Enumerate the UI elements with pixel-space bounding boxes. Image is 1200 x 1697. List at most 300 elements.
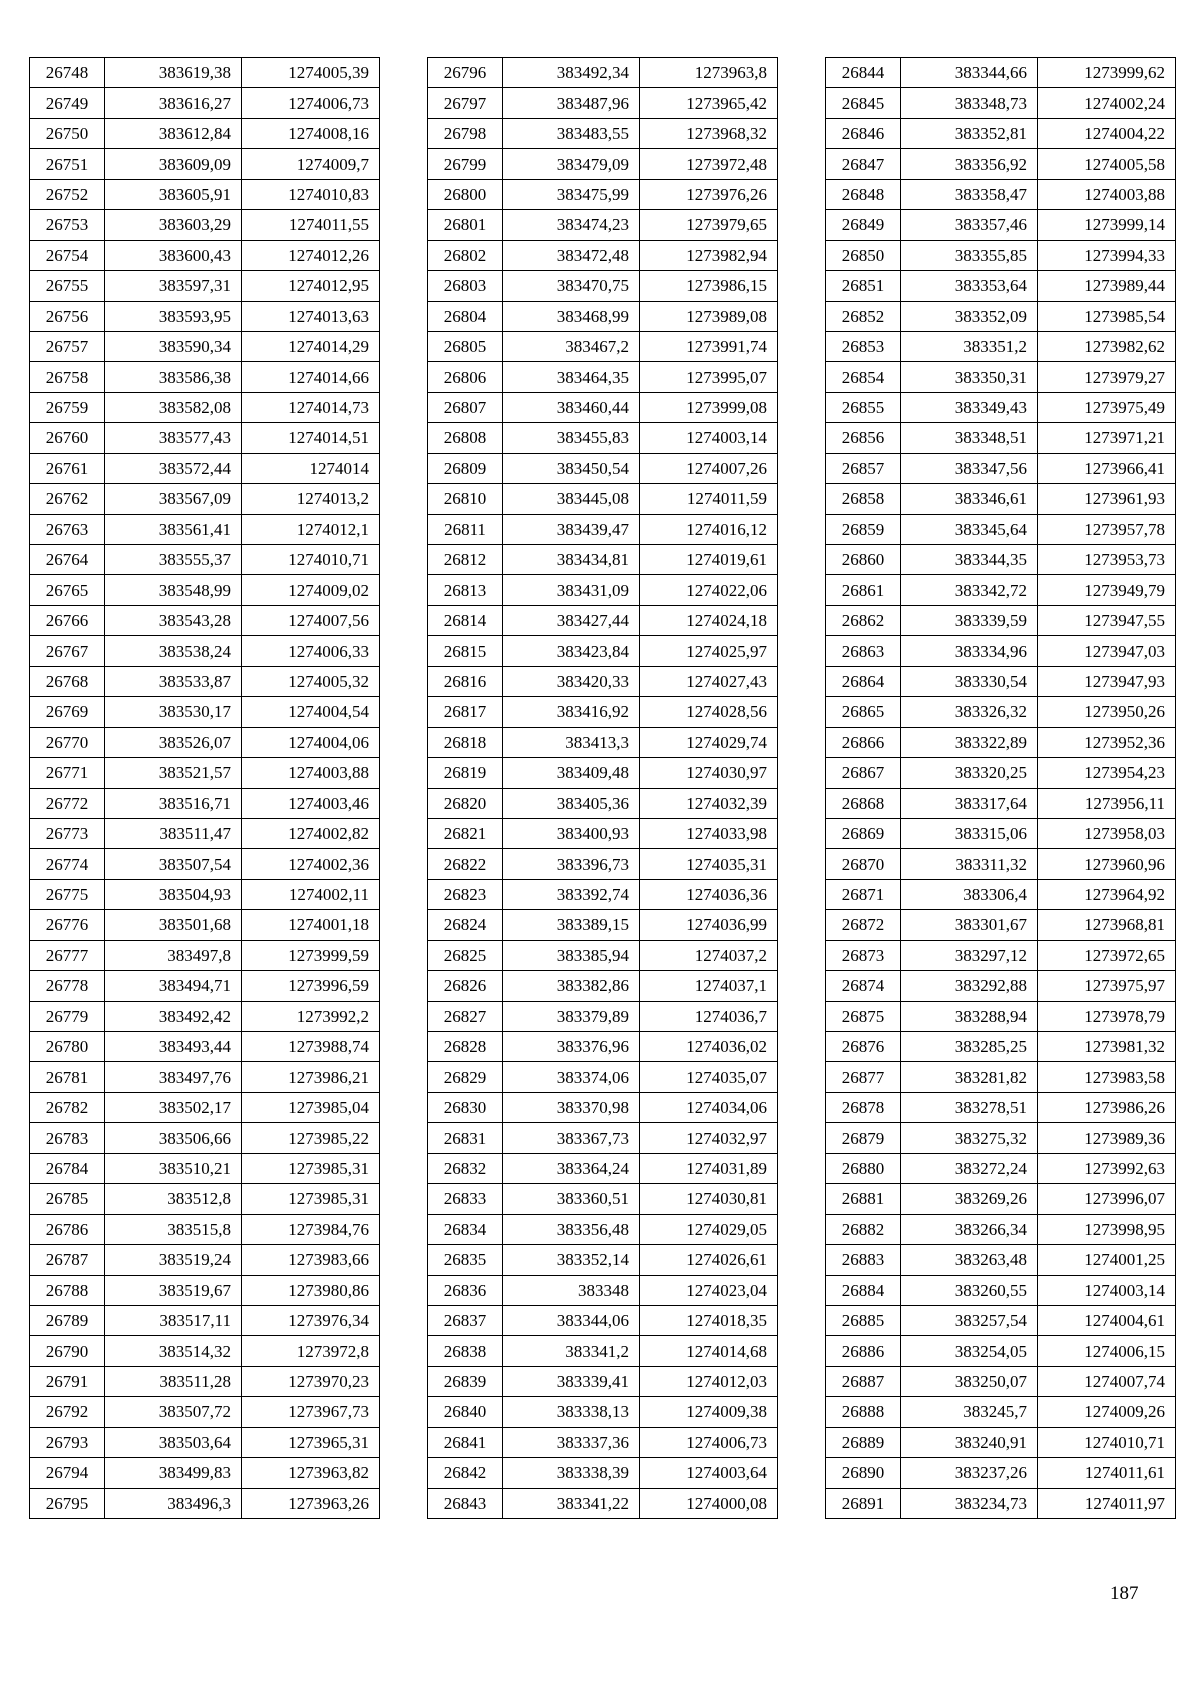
point-number-cell: 26871 xyxy=(826,879,901,909)
y-coordinate-cell: 1274036,7 xyxy=(640,1001,778,1031)
y-coordinate-cell: 1274012,1 xyxy=(242,514,380,544)
point-number-cell: 26872 xyxy=(826,910,901,940)
table-row xyxy=(428,210,778,240)
point-number-cell: 26776 xyxy=(30,910,105,940)
x-coordinate-cell: 383257,54 xyxy=(901,1305,1038,1335)
table-row xyxy=(826,240,1176,270)
y-coordinate-cell: 1273975,49 xyxy=(1038,392,1176,422)
table-row xyxy=(30,1427,380,1457)
point-number-cell: 26847 xyxy=(826,149,901,179)
point-number-cell: 26825 xyxy=(428,940,503,970)
point-number-cell: 26840 xyxy=(428,1397,503,1427)
y-coordinate-cell: 1274003,46 xyxy=(242,788,380,818)
point-number-cell: 26827 xyxy=(428,1001,503,1031)
y-coordinate-cell: 1273947,93 xyxy=(1038,666,1176,696)
x-coordinate-cell: 383519,24 xyxy=(105,1245,242,1275)
y-coordinate-cell: 1274014,29 xyxy=(242,331,380,361)
y-coordinate-cell: 1274025,97 xyxy=(640,636,778,666)
table-row xyxy=(30,1214,380,1244)
point-number-cell: 26839 xyxy=(428,1366,503,1396)
point-number-cell: 26885 xyxy=(826,1305,901,1335)
x-coordinate-cell: 383344,35 xyxy=(901,545,1038,575)
y-coordinate-cell: 1274004,54 xyxy=(242,697,380,727)
table-row xyxy=(826,1336,1176,1366)
point-number-cell: 26834 xyxy=(428,1214,503,1244)
point-number-cell: 26795 xyxy=(30,1488,105,1518)
table-row xyxy=(826,179,1176,209)
y-coordinate-cell: 1274011,97 xyxy=(1038,1488,1176,1518)
x-coordinate-cell: 383487,96 xyxy=(503,88,640,118)
x-coordinate-cell: 383311,32 xyxy=(901,849,1038,879)
x-coordinate-cell: 383515,8 xyxy=(105,1214,242,1244)
point-number-cell: 26848 xyxy=(826,179,901,209)
point-number-cell: 26888 xyxy=(826,1397,901,1427)
table-row xyxy=(30,666,380,696)
y-coordinate-cell: 1274004,06 xyxy=(242,727,380,757)
table-row xyxy=(428,271,778,301)
x-coordinate-cell: 383285,25 xyxy=(901,1032,1038,1062)
table-row xyxy=(428,149,778,179)
x-coordinate-cell: 383431,09 xyxy=(503,575,640,605)
y-coordinate-cell: 1274001,25 xyxy=(1038,1245,1176,1275)
point-number-cell: 26781 xyxy=(30,1062,105,1092)
table-row xyxy=(428,423,778,453)
y-coordinate-cell: 1274019,61 xyxy=(640,545,778,575)
y-coordinate-cell: 1274010,71 xyxy=(1038,1427,1176,1457)
y-coordinate-cell: 1274006,73 xyxy=(242,88,380,118)
point-number-cell: 26792 xyxy=(30,1397,105,1427)
x-coordinate-cell: 383439,47 xyxy=(503,514,640,544)
point-number-cell: 26755 xyxy=(30,271,105,301)
x-coordinate-cell: 383519,67 xyxy=(105,1275,242,1305)
y-coordinate-cell: 1274010,71 xyxy=(242,545,380,575)
point-number-cell: 26829 xyxy=(428,1062,503,1092)
y-coordinate-cell: 1273992,63 xyxy=(1038,1153,1176,1183)
y-coordinate-cell: 1273981,32 xyxy=(1038,1032,1176,1062)
x-coordinate-cell: 383511,47 xyxy=(105,818,242,848)
y-coordinate-cell: 1274004,61 xyxy=(1038,1305,1176,1335)
table-row xyxy=(428,1336,778,1366)
point-number-cell: 26767 xyxy=(30,636,105,666)
point-number-cell: 26773 xyxy=(30,818,105,848)
point-number-cell: 26868 xyxy=(826,788,901,818)
point-number-cell: 26843 xyxy=(428,1488,503,1518)
x-coordinate-cell: 383237,26 xyxy=(901,1458,1038,1488)
y-coordinate-cell: 1274012,03 xyxy=(640,1366,778,1396)
point-number-cell: 26804 xyxy=(428,301,503,331)
point-number-cell: 26780 xyxy=(30,1032,105,1062)
point-number-cell: 26881 xyxy=(826,1184,901,1214)
y-coordinate-cell: 1273971,21 xyxy=(1038,423,1176,453)
point-number-cell: 26789 xyxy=(30,1305,105,1335)
table-row xyxy=(826,1427,1176,1457)
x-coordinate-cell: 383420,33 xyxy=(503,666,640,696)
y-coordinate-cell: 1273958,03 xyxy=(1038,818,1176,848)
x-coordinate-cell: 383597,31 xyxy=(105,271,242,301)
table-row xyxy=(826,788,1176,818)
y-coordinate-cell: 1273986,26 xyxy=(1038,1092,1176,1122)
point-number-cell: 26783 xyxy=(30,1123,105,1153)
y-coordinate-cell: 1273972,8 xyxy=(242,1336,380,1366)
y-coordinate-cell: 1274003,88 xyxy=(1038,179,1176,209)
x-coordinate-cell: 383427,44 xyxy=(503,605,640,635)
point-number-cell: 26836 xyxy=(428,1275,503,1305)
y-coordinate-cell: 1274018,35 xyxy=(640,1305,778,1335)
y-coordinate-cell: 1273947,55 xyxy=(1038,605,1176,635)
y-coordinate-cell: 1273985,31 xyxy=(242,1184,380,1214)
table-row xyxy=(428,362,778,392)
y-coordinate-cell: 1274003,64 xyxy=(640,1458,778,1488)
y-coordinate-cell: 1274035,07 xyxy=(640,1062,778,1092)
x-coordinate-cell: 383474,23 xyxy=(503,210,640,240)
x-coordinate-cell: 383590,34 xyxy=(105,331,242,361)
y-coordinate-cell: 1274009,7 xyxy=(242,149,380,179)
table-row xyxy=(428,392,778,422)
point-number-cell: 26760 xyxy=(30,423,105,453)
table-row xyxy=(826,545,1176,575)
table-row xyxy=(826,1245,1176,1275)
x-coordinate-cell: 383445,08 xyxy=(503,484,640,514)
point-number-cell: 26863 xyxy=(826,636,901,666)
table-row xyxy=(826,58,1176,88)
table-row xyxy=(826,879,1176,909)
x-coordinate-cell: 383472,48 xyxy=(503,240,640,270)
x-coordinate-cell: 383355,85 xyxy=(901,240,1038,270)
point-number-cell: 26870 xyxy=(826,849,901,879)
point-number-cell: 26754 xyxy=(30,240,105,270)
table-row xyxy=(30,788,380,818)
point-number-cell: 26775 xyxy=(30,879,105,909)
x-coordinate-cell: 383517,11 xyxy=(105,1305,242,1335)
point-number-cell: 26769 xyxy=(30,697,105,727)
table-row xyxy=(30,1275,380,1305)
y-coordinate-cell: 1274016,12 xyxy=(640,514,778,544)
y-coordinate-cell: 1274036,02 xyxy=(640,1032,778,1062)
table-row xyxy=(826,1032,1176,1062)
y-coordinate-cell: 1273950,26 xyxy=(1038,697,1176,727)
x-coordinate-cell: 383470,75 xyxy=(503,271,640,301)
x-coordinate-cell: 383413,3 xyxy=(503,727,640,757)
table-row xyxy=(826,88,1176,118)
point-number-cell: 26779 xyxy=(30,1001,105,1031)
table-row xyxy=(428,118,778,148)
table-row xyxy=(30,575,380,605)
y-coordinate-cell: 1273985,04 xyxy=(242,1092,380,1122)
point-number-cell: 26850 xyxy=(826,240,901,270)
x-coordinate-cell: 383338,39 xyxy=(503,1458,640,1488)
point-number-cell: 26794 xyxy=(30,1458,105,1488)
table-row xyxy=(826,362,1176,392)
y-coordinate-cell: 1274014,66 xyxy=(242,362,380,392)
table-row xyxy=(428,1032,778,1062)
x-coordinate-cell: 383479,09 xyxy=(503,149,640,179)
y-coordinate-cell: 1274035,31 xyxy=(640,849,778,879)
x-coordinate-cell: 383348 xyxy=(503,1275,640,1305)
x-coordinate-cell: 383344,06 xyxy=(503,1305,640,1335)
point-number-cell: 26842 xyxy=(428,1458,503,1488)
y-coordinate-cell: 1273986,15 xyxy=(640,271,778,301)
x-coordinate-cell: 383496,3 xyxy=(105,1488,242,1518)
table-row xyxy=(826,636,1176,666)
point-number-cell: 26859 xyxy=(826,514,901,544)
point-number-cell: 26813 xyxy=(428,575,503,605)
table-row xyxy=(826,1275,1176,1305)
y-coordinate-cell: 1273985,54 xyxy=(1038,301,1176,331)
point-number-cell: 26882 xyxy=(826,1214,901,1244)
y-coordinate-cell: 1274002,11 xyxy=(242,879,380,909)
x-coordinate-cell: 383370,98 xyxy=(503,1092,640,1122)
point-number-cell: 26805 xyxy=(428,331,503,361)
y-coordinate-cell: 1273965,42 xyxy=(640,88,778,118)
point-number-cell: 26879 xyxy=(826,1123,901,1153)
x-coordinate-cell: 383376,96 xyxy=(503,1032,640,1062)
table-row xyxy=(826,1001,1176,1031)
coordinates-table-3 xyxy=(825,57,1176,1519)
x-coordinate-cell: 383344,66 xyxy=(901,58,1038,88)
x-coordinate-cell: 383543,28 xyxy=(105,605,242,635)
table-row xyxy=(428,1001,778,1031)
table-row xyxy=(30,1062,380,1092)
table-row xyxy=(428,1366,778,1396)
x-coordinate-cell: 383555,37 xyxy=(105,545,242,575)
table-row xyxy=(428,301,778,331)
y-coordinate-cell: 1273954,23 xyxy=(1038,758,1176,788)
table-row xyxy=(826,1123,1176,1153)
table-row xyxy=(428,453,778,483)
y-coordinate-cell: 1274007,74 xyxy=(1038,1366,1176,1396)
x-coordinate-cell: 383352,09 xyxy=(901,301,1038,331)
y-coordinate-cell: 1273999,59 xyxy=(242,940,380,970)
table-row xyxy=(30,210,380,240)
x-coordinate-cell: 383586,38 xyxy=(105,362,242,392)
x-coordinate-cell: 383609,09 xyxy=(105,149,242,179)
y-coordinate-cell: 1273968,81 xyxy=(1038,910,1176,940)
x-coordinate-cell: 383567,09 xyxy=(105,484,242,514)
table-row xyxy=(826,210,1176,240)
y-coordinate-cell: 1273963,8 xyxy=(640,58,778,88)
y-coordinate-cell: 1273984,76 xyxy=(242,1214,380,1244)
point-number-cell: 26778 xyxy=(30,971,105,1001)
point-number-cell: 26837 xyxy=(428,1305,503,1335)
point-number-cell: 26782 xyxy=(30,1092,105,1122)
table-row xyxy=(428,240,778,270)
point-number-cell: 26866 xyxy=(826,727,901,757)
y-coordinate-cell: 1274011,59 xyxy=(640,484,778,514)
table-row xyxy=(826,271,1176,301)
y-coordinate-cell: 1273996,59 xyxy=(242,971,380,1001)
y-coordinate-cell: 1274032,97 xyxy=(640,1123,778,1153)
x-coordinate-cell: 383356,48 xyxy=(503,1214,640,1244)
table-row xyxy=(428,1184,778,1214)
point-number-cell: 26787 xyxy=(30,1245,105,1275)
x-coordinate-cell: 383338,13 xyxy=(503,1397,640,1427)
x-coordinate-cell: 383389,15 xyxy=(503,910,640,940)
point-number-cell: 26793 xyxy=(30,1427,105,1457)
coordinates-table-1 xyxy=(29,57,380,1519)
y-coordinate-cell: 1273999,08 xyxy=(640,392,778,422)
x-coordinate-cell: 383334,96 xyxy=(901,636,1038,666)
point-number-cell: 26869 xyxy=(826,818,901,848)
y-coordinate-cell: 1274024,18 xyxy=(640,605,778,635)
y-coordinate-cell: 1273956,11 xyxy=(1038,788,1176,818)
point-number-cell: 26832 xyxy=(428,1153,503,1183)
x-coordinate-cell: 383266,34 xyxy=(901,1214,1038,1244)
point-number-cell: 26785 xyxy=(30,1184,105,1214)
table-row xyxy=(826,1214,1176,1244)
table-row xyxy=(30,362,380,392)
table-row xyxy=(428,1123,778,1153)
x-coordinate-cell: 383263,48 xyxy=(901,1245,1038,1275)
table-row xyxy=(428,1153,778,1183)
point-number-cell: 26790 xyxy=(30,1336,105,1366)
table-row xyxy=(428,818,778,848)
table-row xyxy=(428,575,778,605)
table-row xyxy=(30,879,380,909)
point-number-cell: 26860 xyxy=(826,545,901,575)
x-coordinate-cell: 383450,54 xyxy=(503,453,640,483)
x-coordinate-cell: 383460,44 xyxy=(503,392,640,422)
x-coordinate-cell: 383497,76 xyxy=(105,1062,242,1092)
point-number-cell: 26799 xyxy=(428,149,503,179)
point-number-cell: 26845 xyxy=(826,88,901,118)
y-coordinate-cell: 1273996,07 xyxy=(1038,1184,1176,1214)
x-coordinate-cell: 383572,44 xyxy=(105,453,242,483)
point-number-cell: 26891 xyxy=(826,1488,901,1518)
point-number-cell: 26812 xyxy=(428,545,503,575)
table-row xyxy=(428,179,778,209)
y-coordinate-cell: 1273994,33 xyxy=(1038,240,1176,270)
table-row xyxy=(428,514,778,544)
point-number-cell: 26864 xyxy=(826,666,901,696)
x-coordinate-cell: 383234,73 xyxy=(901,1488,1038,1518)
point-number-cell: 26791 xyxy=(30,1366,105,1396)
y-coordinate-cell: 1273989,08 xyxy=(640,301,778,331)
y-coordinate-cell: 1273989,44 xyxy=(1038,271,1176,301)
table-row xyxy=(826,118,1176,148)
point-number-cell: 26849 xyxy=(826,210,901,240)
x-coordinate-cell: 383347,56 xyxy=(901,453,1038,483)
x-coordinate-cell: 383360,51 xyxy=(503,1184,640,1214)
point-number-cell: 26777 xyxy=(30,940,105,970)
y-coordinate-cell: 1274014,73 xyxy=(242,392,380,422)
point-number-cell: 26858 xyxy=(826,484,901,514)
y-coordinate-cell: 1274030,97 xyxy=(640,758,778,788)
x-coordinate-cell: 383288,94 xyxy=(901,1001,1038,1031)
point-number-cell: 26763 xyxy=(30,514,105,544)
table-row xyxy=(30,301,380,331)
table-row xyxy=(826,849,1176,879)
y-coordinate-cell: 1273949,79 xyxy=(1038,575,1176,605)
table-row xyxy=(30,1336,380,1366)
table-row xyxy=(428,1275,778,1305)
x-coordinate-cell: 383382,86 xyxy=(503,971,640,1001)
point-number-cell: 26828 xyxy=(428,1032,503,1062)
x-coordinate-cell: 383468,99 xyxy=(503,301,640,331)
table-row xyxy=(826,666,1176,696)
point-number-cell: 26841 xyxy=(428,1427,503,1457)
table-row xyxy=(30,727,380,757)
table-row xyxy=(30,849,380,879)
point-number-cell: 26883 xyxy=(826,1245,901,1275)
point-number-cell: 26822 xyxy=(428,849,503,879)
y-coordinate-cell: 1273976,34 xyxy=(242,1305,380,1335)
x-coordinate-cell: 383494,71 xyxy=(105,971,242,1001)
point-number-cell: 26887 xyxy=(826,1366,901,1396)
x-coordinate-cell: 383245,7 xyxy=(901,1397,1038,1427)
coordinates-table-2 xyxy=(427,57,778,1519)
table-row xyxy=(826,514,1176,544)
y-coordinate-cell: 1274005,32 xyxy=(242,666,380,696)
point-number-cell: 26750 xyxy=(30,118,105,148)
point-number-cell: 26752 xyxy=(30,179,105,209)
table-row xyxy=(30,392,380,422)
x-coordinate-cell: 383339,59 xyxy=(901,605,1038,635)
table-row xyxy=(428,88,778,118)
y-coordinate-cell: 1273983,58 xyxy=(1038,1062,1176,1092)
y-coordinate-cell: 1274012,95 xyxy=(242,271,380,301)
table-row xyxy=(428,1092,778,1122)
x-coordinate-cell: 383538,24 xyxy=(105,636,242,666)
point-number-cell: 26823 xyxy=(428,879,503,909)
table-row xyxy=(826,149,1176,179)
point-number-cell: 26865 xyxy=(826,697,901,727)
x-coordinate-cell: 383416,92 xyxy=(503,697,640,727)
point-number-cell: 26762 xyxy=(30,484,105,514)
y-coordinate-cell: 1274023,04 xyxy=(640,1275,778,1305)
table-row xyxy=(826,1488,1176,1518)
x-coordinate-cell: 383396,73 xyxy=(503,849,640,879)
point-number-cell: 26768 xyxy=(30,666,105,696)
x-coordinate-cell: 383350,31 xyxy=(901,362,1038,392)
table-row xyxy=(30,1184,380,1214)
y-coordinate-cell: 1274002,24 xyxy=(1038,88,1176,118)
x-coordinate-cell: 383512,8 xyxy=(105,1184,242,1214)
point-number-cell: 26862 xyxy=(826,605,901,635)
y-coordinate-cell: 1274022,06 xyxy=(640,575,778,605)
y-coordinate-cell: 1273991,74 xyxy=(640,331,778,361)
x-coordinate-cell: 383483,55 xyxy=(503,118,640,148)
y-coordinate-cell: 1274011,61 xyxy=(1038,1458,1176,1488)
x-coordinate-cell: 383330,54 xyxy=(901,666,1038,696)
point-number-cell: 26748 xyxy=(30,58,105,88)
x-coordinate-cell: 383301,67 xyxy=(901,910,1038,940)
x-coordinate-cell: 383337,36 xyxy=(503,1427,640,1457)
y-coordinate-cell: 1273967,73 xyxy=(242,1397,380,1427)
x-coordinate-cell: 383322,89 xyxy=(901,727,1038,757)
x-coordinate-cell: 383348,73 xyxy=(901,88,1038,118)
x-coordinate-cell: 383400,93 xyxy=(503,818,640,848)
point-number-cell: 26890 xyxy=(826,1458,901,1488)
x-coordinate-cell: 383497,8 xyxy=(105,940,242,970)
table-row xyxy=(826,392,1176,422)
point-number-cell: 26821 xyxy=(428,818,503,848)
point-number-cell: 26838 xyxy=(428,1336,503,1366)
table-row xyxy=(826,605,1176,635)
table-row xyxy=(428,788,778,818)
table-row xyxy=(30,971,380,1001)
y-coordinate-cell: 1274002,36 xyxy=(242,849,380,879)
point-number-cell: 26873 xyxy=(826,940,901,970)
x-coordinate-cell: 383510,21 xyxy=(105,1153,242,1183)
y-coordinate-cell: 1274006,15 xyxy=(1038,1336,1176,1366)
y-coordinate-cell: 1273998,95 xyxy=(1038,1214,1176,1244)
point-number-cell: 26770 xyxy=(30,727,105,757)
point-number-cell: 26833 xyxy=(428,1184,503,1214)
y-coordinate-cell: 1274013,63 xyxy=(242,301,380,331)
table-row xyxy=(30,1092,380,1122)
x-coordinate-cell: 383455,83 xyxy=(503,423,640,453)
x-coordinate-cell: 383405,36 xyxy=(503,788,640,818)
